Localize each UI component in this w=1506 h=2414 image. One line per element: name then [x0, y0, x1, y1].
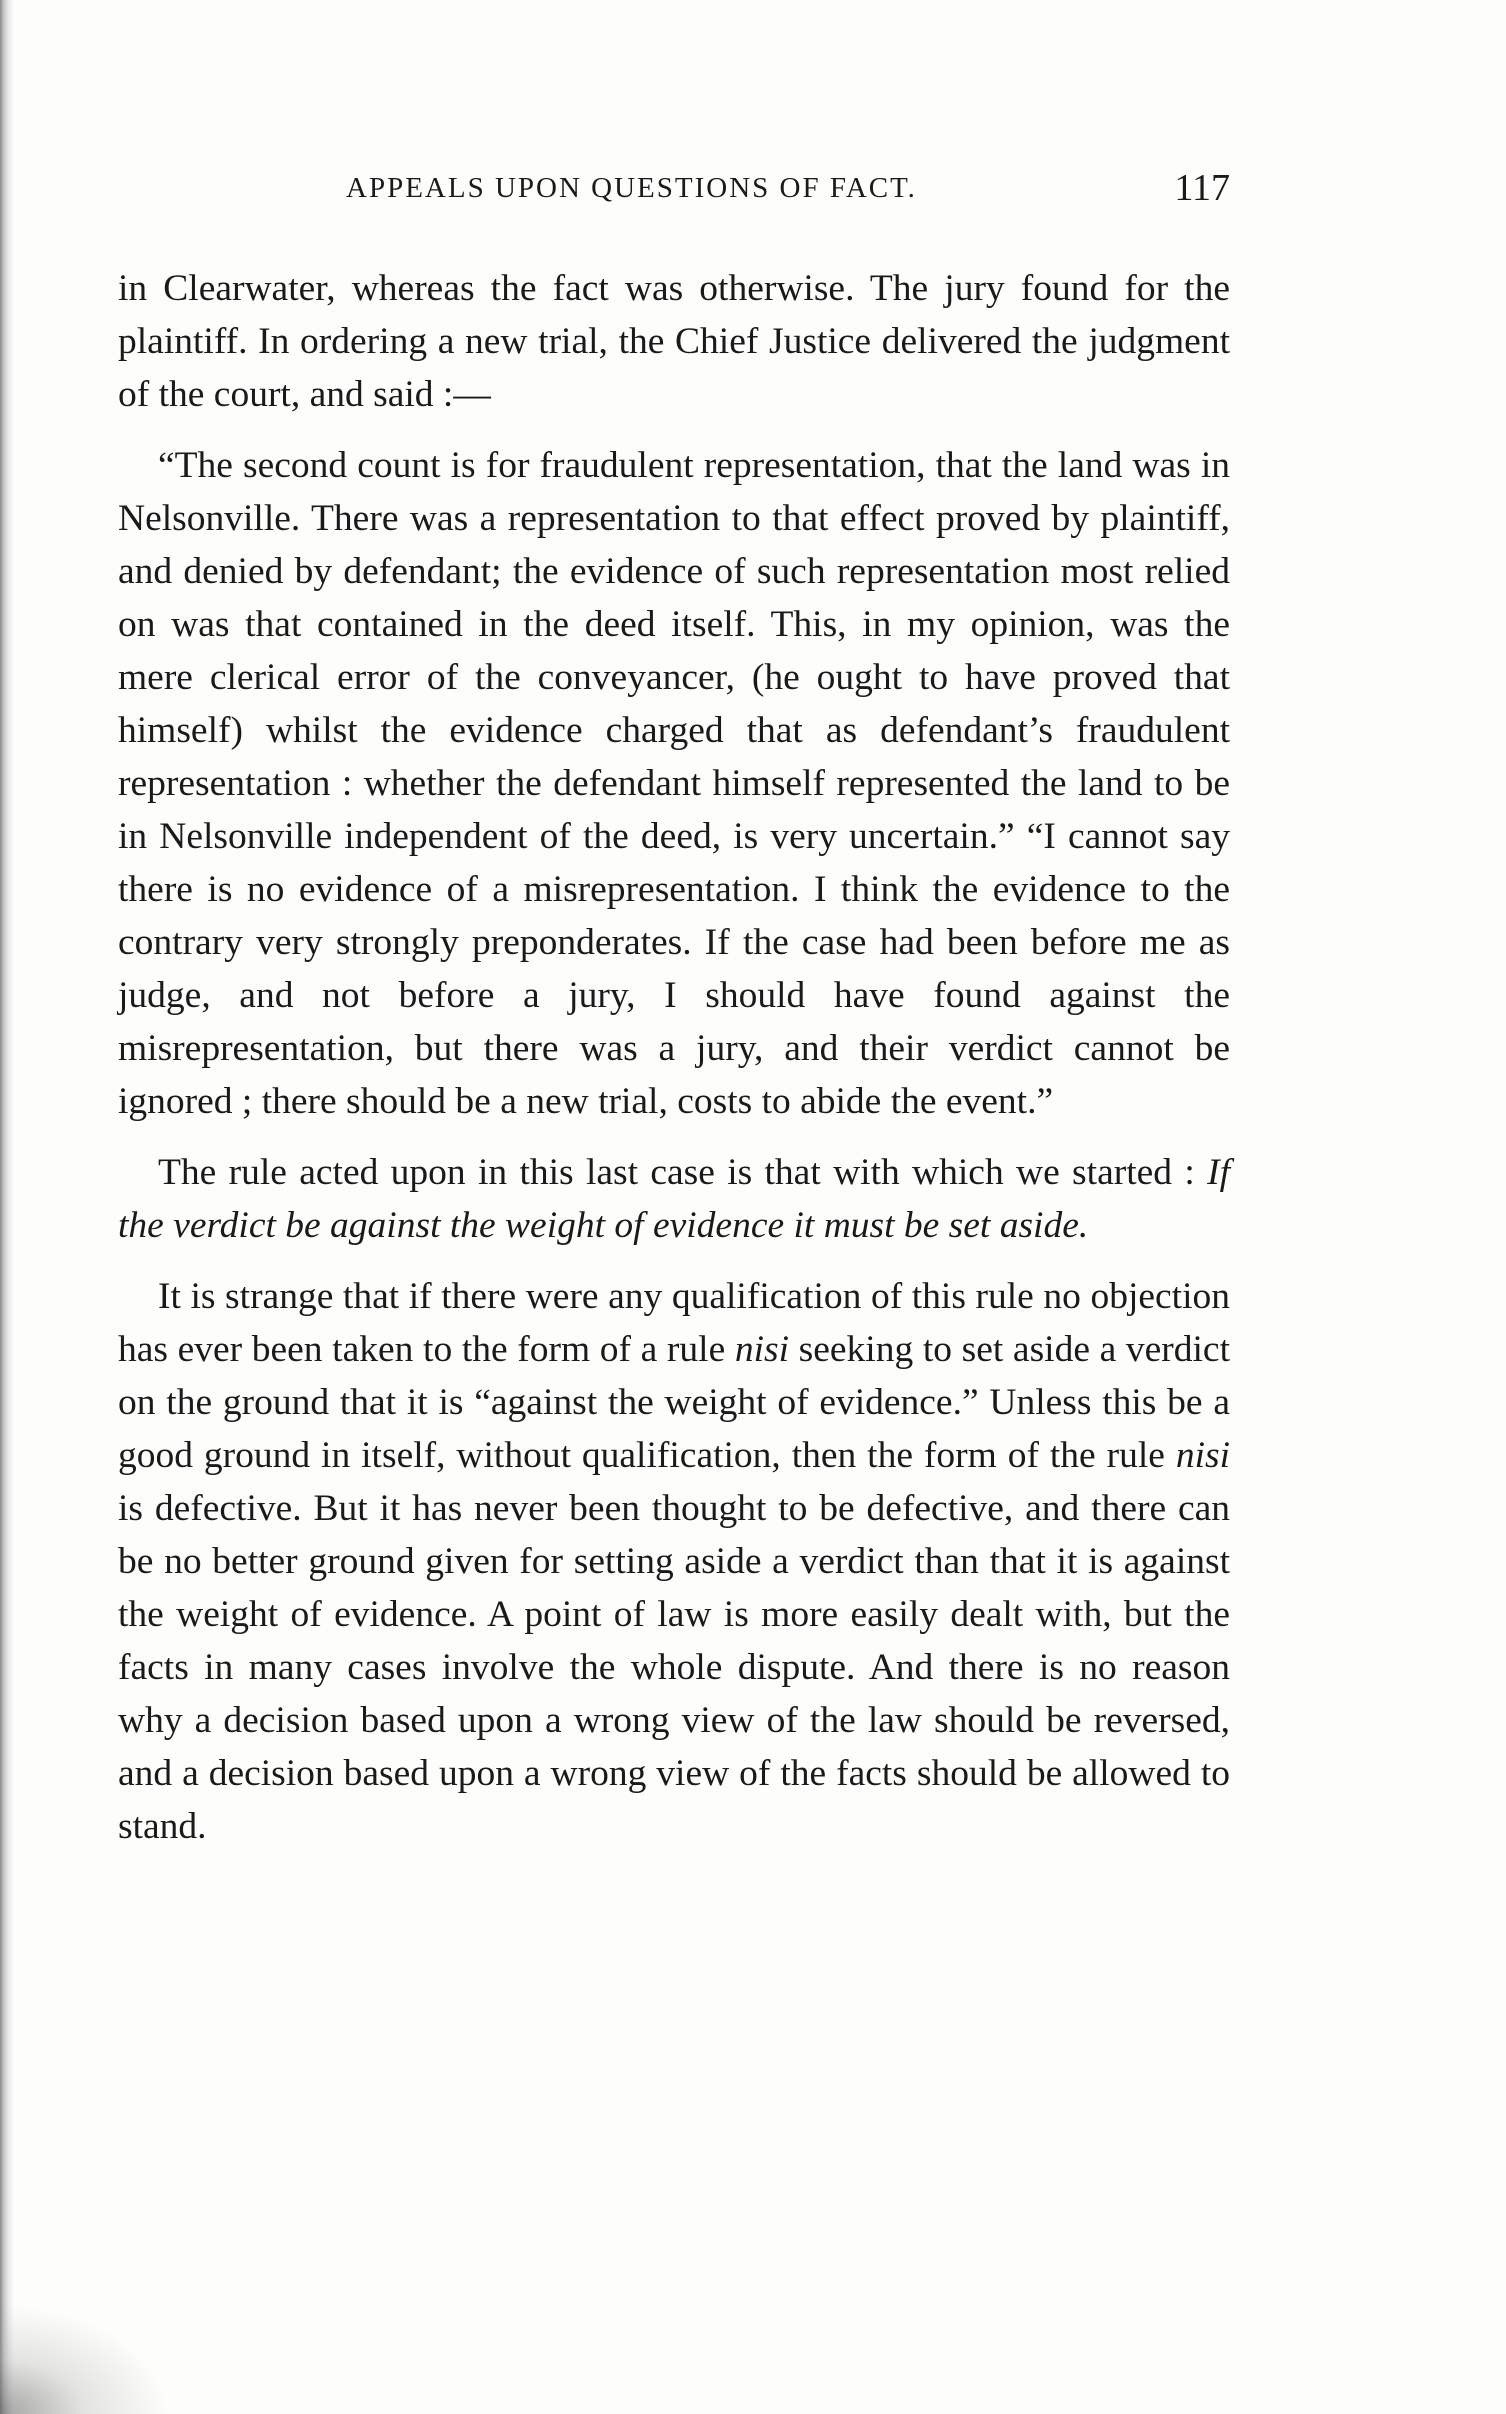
paragraph-continuation: in Clearwater, whereas the fact was otherwise. The jury found for the plaintiff. In ordering a new trial, the Chief Justice delivered the judgment of the court, and said :—: [118, 268, 1230, 415]
paragraph-rule-text: The rule acted upon in this last case is that with which we started :: [158, 1152, 1208, 1193]
page-corner-smudge: [0, 2304, 170, 2414]
paragraph-rule: [118, 1146, 1230, 1252]
paragraph-rule-italic: If the verdict be against the weight of evidence it must be set aside.: [118, 1152, 1230, 1246]
body-text: [118, 262, 1230, 1853]
page-binding-edge: [0, 0, 14, 2414]
paragraph-argument-nisi-2: nisi: [1175, 1435, 1230, 1476]
paragraph-argument-part3: is defective. But it has never been thought to be defective, and there can be no better ground given for setting aside a verdict than that it is against the weight of evidence. A point of law is more easily dealt with, but the facts in many cases involve the whole dispute. And there is no reason why a decision based upon a wrong view of the law should be reversed, and a decision based upon a wrong view of the facts should be allowed to stand.: [118, 1488, 1230, 1847]
running-head: [120, 167, 1230, 220]
page-number: 117: [1174, 167, 1230, 209]
paragraph-argument: [118, 1270, 1230, 1853]
paragraph-argument-part1: It is strange that if there were any qualification of this rule no objection has ever been taken to the form of a rule: [118, 1276, 1230, 1370]
running-title: APPEALS UPON QUESTIONS OF FACT.: [346, 172, 917, 204]
paragraph-quotation: “The second count is for fraudulent representation, that the land was in Nelsonville. There was a representation to that effect proved by plaintiff, and denied by defendant; the evidence of such representation most relied on was that contained in the deed itself. This, in my opinion, was the mere clerical error of the conveyancer, (he ought to have proved that himself) whilst the evidence charged that as defendant’s fraudulent representation : whether the defendant himself represented the land to be in Nelsonville independent of the deed, is very uncertain.” “I cannot say there is no evidence of a misrepresentation. I think the evidence to the contrary very strongly preponderates. If the case had been before me as judge, and not before a jury, I should have found against the misrepresentation, but there was a jury, and their verdict cannot be ignored ; there should be a new trial, costs to abide the event.”: [118, 445, 1230, 1122]
paragraph-argument-part2: seeking to set aside a verdict on the ground that it is “against the weight of evidence.” Unless this be a good ground in itself, without qualification, then the form of the rule: [118, 1329, 1230, 1476]
paragraph-argument-nisi-1: nisi: [734, 1329, 790, 1370]
